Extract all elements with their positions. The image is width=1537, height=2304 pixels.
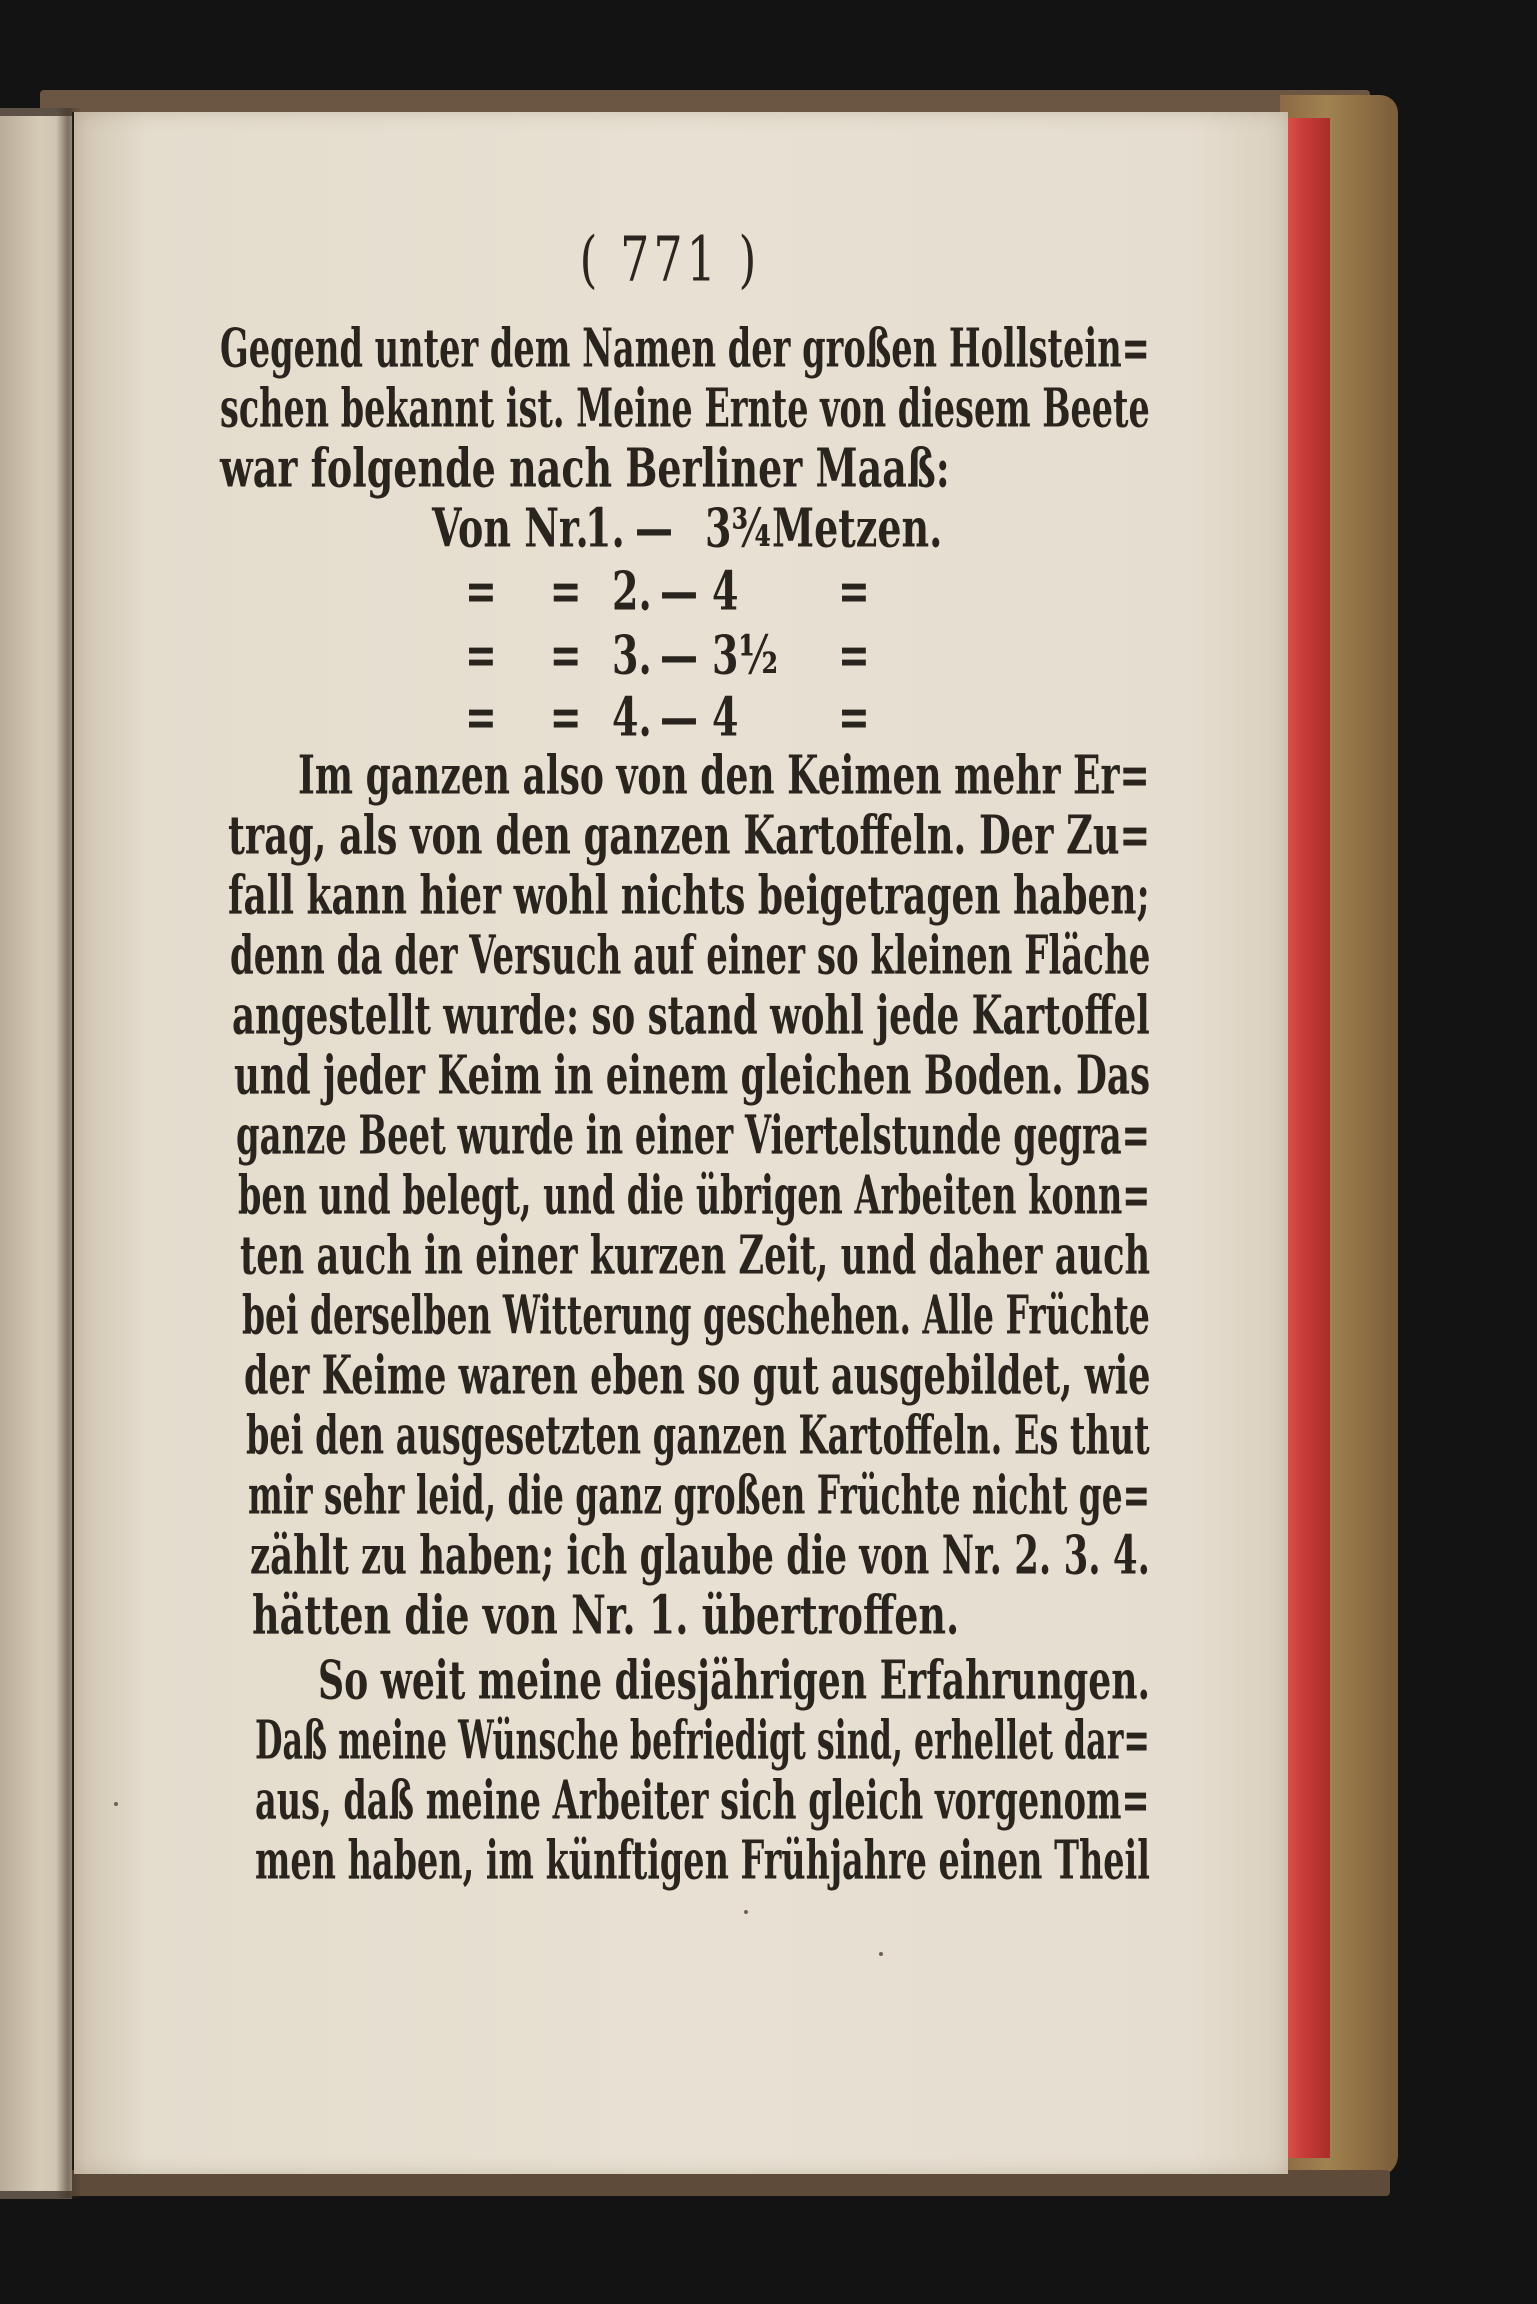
text-line: Im ganzen also von den Keimen mehr Er= [298,743,1150,806]
table-row-unit: = [838,623,870,686]
text-line: mir sehr leid, die ganz großen Früchte nicht ge= [248,1463,1151,1526]
text-line: angestellt wurde: so stand wohl jede Kartoffel [232,983,1150,1046]
table-row-label: Von Nr. [432,496,589,559]
paper-speck [879,1952,883,1956]
table-row-number: 1. [585,496,625,559]
text-line: fall kann hier wohl nichts beigetragen haben; [228,863,1150,926]
text-line: bei derselben Witterung geschehen. Alle Früchte [242,1283,1150,1346]
text-line: men haben, im künftigen Frühjahre einen Theil [255,1828,1150,1891]
table-row-label: = = [465,623,582,686]
page-number: ( 771 ) [579,222,761,296]
cover-top-edge [40,90,1370,112]
table-row-value: 3½ [712,623,779,686]
table-row-unit: Metzen. [772,496,943,559]
text-line: Gegend unter dem Namen der großen Hollstein= [220,316,1150,379]
text-line: Daß meine Wünsche befriedigt sind, erhellet dar= [255,1708,1150,1771]
text-line: der Keime waren eben so gut ausgebildet, wie [244,1343,1151,1406]
text-line: und jeder Keim in einem gleichen Boden. Das [234,1043,1151,1106]
table-row-number: 3. [612,623,652,686]
table-row-number: 4. [612,685,652,748]
table-row-dash: — [660,559,698,622]
table-row-value: 4 [712,559,739,622]
text-line: hätten die von Nr. 1. übertroffen. [252,1583,960,1646]
table-row-unit: = [838,559,870,622]
text-line: ganze Beet wurde in einer Viertelstunde gegra= [236,1103,1150,1166]
table-row-unit: = [838,685,870,748]
table-row-dash: — [635,496,673,559]
table-row-label: = = [465,559,582,622]
red-fore-edge [1284,118,1330,2158]
table-row-label: = = [465,685,582,748]
table-row-dash: — [660,623,698,686]
table-row-value: 4 [712,685,739,748]
table-row-value: 3¾ [705,496,772,559]
text-line: ben und belegt, und die übrigen Arbeiten konn= [238,1163,1151,1226]
text-line: zählt zu haben; ich glaube die von Nr. 2. 3. 4. [250,1523,1150,1586]
text-line: trag, als von den ganzen Kartoffeln. Der Zu= [228,803,1151,866]
text-line: bei den ausgesetzten ganzen Kartoffeln. Es thut [246,1403,1150,1466]
text-line: war folgende nach Berliner Maaß: [220,436,950,499]
text-line: So weit meine diesjährigen Erfahrungen. [318,1648,1151,1711]
table-row-dash: — [660,685,698,748]
text-line: aus, daß meine Arbeiter sich gleich vorgenom= [255,1768,1150,1831]
text-line: denn da der Versuch auf einer so kleinen Fläche [230,923,1151,986]
text-line: schen bekannt ist. Meine Ernte von diesem Beete [220,376,1150,439]
table-row-number: 2. [612,559,652,622]
paper-speck [744,1910,748,1914]
paper-speck [114,1802,118,1806]
text-line: ten auch in einer kurzen Zeit, und daher auch [240,1223,1151,1286]
